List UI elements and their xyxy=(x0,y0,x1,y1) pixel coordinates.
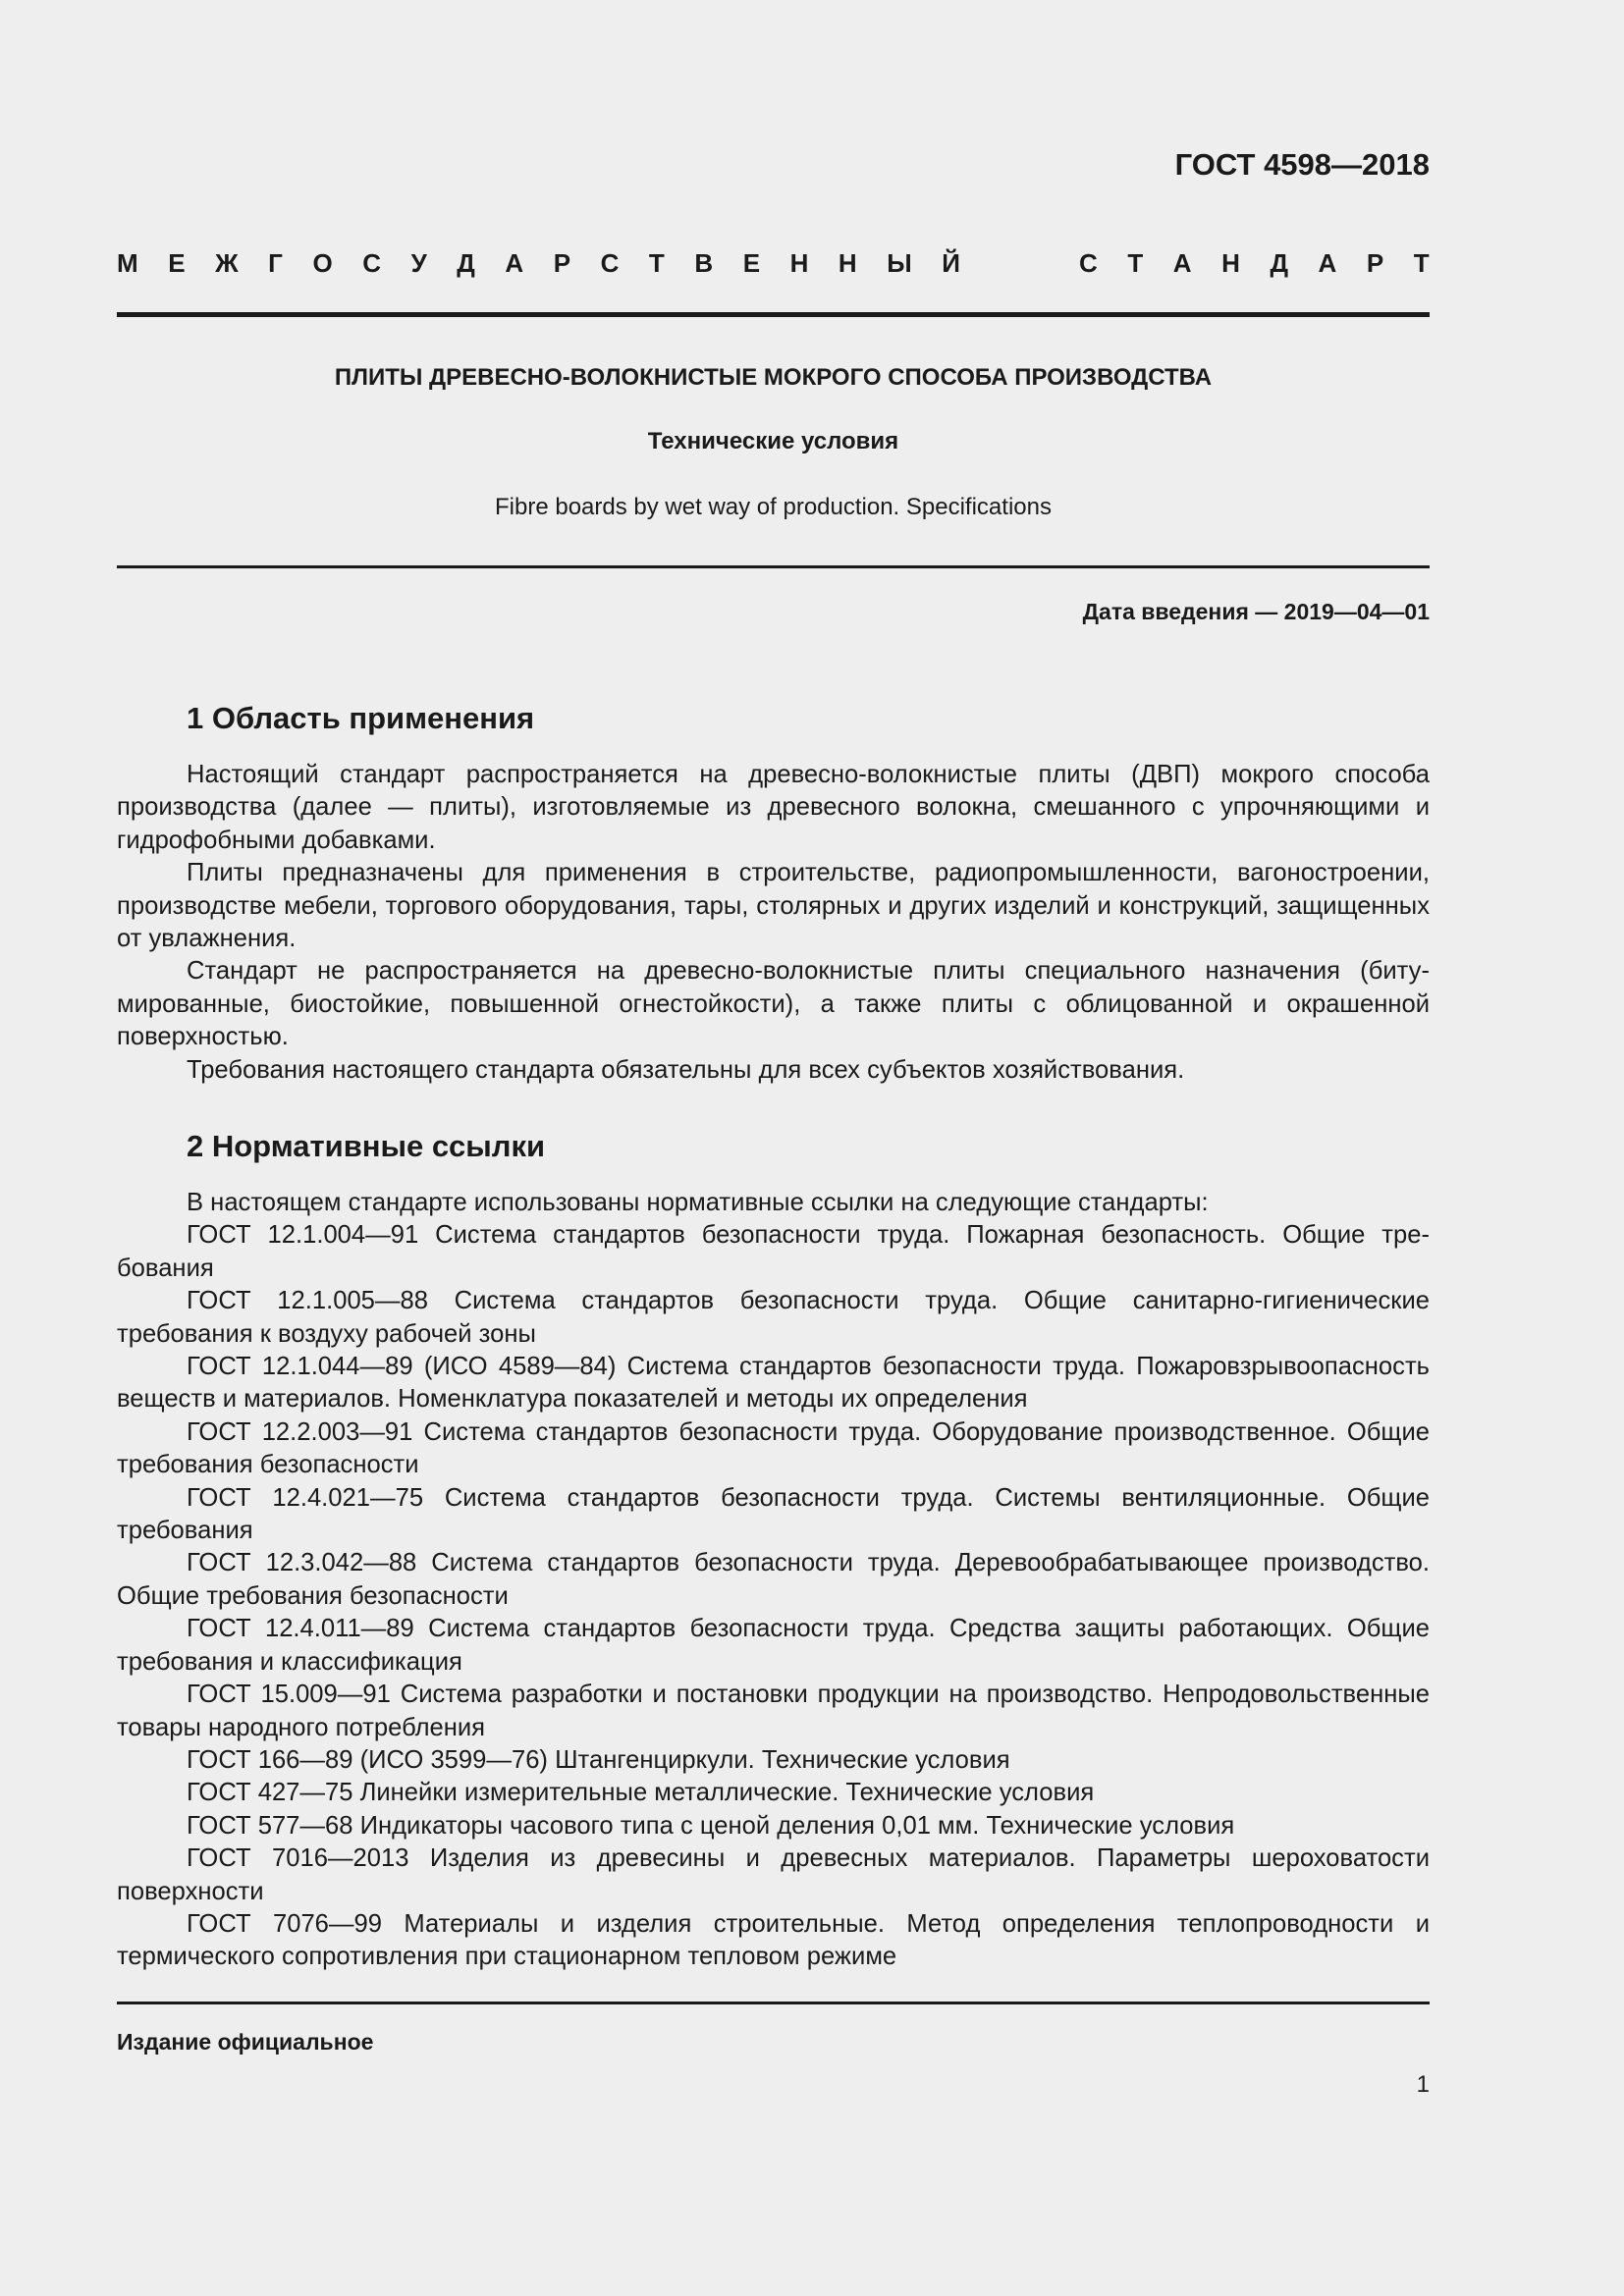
banner-letter: Ж xyxy=(215,248,239,278)
english-title: Fibre boards by wet way of production. Specifications xyxy=(495,494,1052,520)
banner-letter: У xyxy=(410,248,427,278)
banner-letter: Н xyxy=(1221,248,1240,278)
paragraph: В настоящем стандарте использованы нормативные ссылки на следующие стандарты: xyxy=(187,1189,1209,1216)
document-subtitle: Технические условия xyxy=(647,428,899,454)
banner-letter: Е xyxy=(742,248,761,278)
reference-item: ГОСТ 577—68 Индикаторы часового типа с ценой деления 0,01 мм. Технические условия xyxy=(187,1811,1235,1840)
banner-letter: Е xyxy=(168,248,186,278)
reference-item: ГОСТ 12.4.021—75 Система стандартов безопасности труда. Системы вентиляционные. Общие требования xyxy=(117,1483,1430,1545)
section-references-body xyxy=(117,1187,1430,1974)
reference-item: ГОСТ 15.009—91 Система разработки и постановки продукции на производство. Непродовольственные товары народного потребления xyxy=(117,1681,1430,1741)
banner-letter: Д xyxy=(457,248,475,278)
banner-letter: Й xyxy=(942,248,960,278)
footer-divider xyxy=(117,2002,1430,2004)
banner-letter: О xyxy=(312,248,333,278)
header-divider xyxy=(117,312,1430,317)
reference-item: ГОСТ 12.1.004—91 Система стандартов безопасности труда. Пожарная безопасность. Общие требования xyxy=(117,1221,1430,1282)
section-heading-scope: 1 Область применения xyxy=(187,701,535,735)
banner-letter: С xyxy=(600,248,620,278)
reference-item: ГОСТ 12.1.005—88 Система стандартов безопасности труда. Общие санитарно-гигиенические требования к воздуху рабочей зоны xyxy=(117,1287,1430,1348)
banner-letter: Д xyxy=(1270,248,1288,278)
banner-letter: С xyxy=(1079,248,1098,278)
banner-letter: А xyxy=(1318,248,1337,278)
paragraph: Настоящий стандарт распространяется на древесно-волокнистые плиты (ДВП) мокрого способа производства (далее — плиты), изготовляемые из древесного волокна, смешанного с упрочняющими и гидрофобными добавками. xyxy=(117,761,1430,854)
standard-type-banner xyxy=(117,245,1430,281)
reference-item: ГОСТ 7016—2013 Изделия из древесины и древесных материалов. Параметры шероховатости поверхности xyxy=(117,1844,1430,1905)
paragraph: Требования настоящего стандарта обязательны для всех субъектов хозяйствования. xyxy=(187,1055,1185,1084)
banner-letter: Р xyxy=(553,248,571,278)
introduction-date: Дата введения — 2019—04—01 xyxy=(1082,599,1430,624)
section-scope-body xyxy=(117,759,1430,1087)
page-number: 1 xyxy=(1416,2071,1430,2098)
banner-letter: Г xyxy=(268,248,283,278)
banner-letter: Т xyxy=(648,248,665,278)
reference-item: ГОСТ 427—75 Линейки измерительные металлические. Технические условия xyxy=(187,1779,1095,1807)
title-divider xyxy=(117,565,1430,568)
paragraph: Плиты предназначены для применения в строительстве, радиопромышленности, вагоностроении, производстве мебели, торгового оборудования, тары, столярных и других изделий и конструкций, защищенных от увлажнения. xyxy=(117,859,1430,953)
banner-letter: М xyxy=(117,248,138,278)
banner-letter: Т xyxy=(1127,248,1144,278)
banner-letter: Н xyxy=(838,248,857,278)
banner-letter: С xyxy=(362,248,382,278)
reference-item: ГОСТ 12.4.011—89 Система стандартов безопасности труда. Средства защиты работающих. Общие требования и классификация xyxy=(117,1615,1430,1676)
banner-letter: А xyxy=(1172,248,1192,278)
paragraph: Стандарт не распространяется на древесно-волокнистые плиты специального назначения (битумированные, биостойкие, повышенной огнестойкости), а также плиты с облицованной и окрашенной поверхностью. xyxy=(117,957,1430,1051)
banner-letter: Ы xyxy=(887,248,912,278)
reference-item: ГОСТ 12.3.042—88 Система стандартов безопасности труда. Деревообрабатывающее производство. Общие требования безопасности xyxy=(117,1549,1430,1610)
reference-item: ГОСТ 166—89 (ИСО 3599—76) Штангенциркули. Технические условия xyxy=(187,1745,1010,1774)
reference-item: ГОСТ 12.2.003—91 Система стандартов безопасности труда. Оборудование производственное. Общие требования безопасности xyxy=(117,1417,1430,1479)
edition-note: Издание официальное xyxy=(117,2029,374,2055)
banner-letter: Н xyxy=(789,248,809,278)
banner-letter: А xyxy=(505,248,524,278)
banner-letter: Т xyxy=(1413,248,1430,278)
banner-letter: В xyxy=(694,248,714,278)
standard-code: ГОСТ 4598—2018 xyxy=(1174,147,1430,182)
document-title: ПЛИТЫ ДРЕВЕСНО-ВОЛОКНИСТЫЕ МОКРОГО СПОСОБА ПРОИЗВОДСТВА xyxy=(334,364,1213,391)
reference-item: ГОСТ 12.1.044—89 (ИСО 4589—84) Система стандартов безопасности труда. Пожаровзрывоопасность веществ и материалов. Номенклатура показателей и методы их определения xyxy=(117,1353,1430,1414)
reference-item: ГОСТ 7076—99 Материалы и изделия строительные. Метод определения теплопроводности и термического сопротивления при стационарном тепловом режиме xyxy=(117,1909,1430,1971)
banner-letter: Р xyxy=(1366,248,1384,278)
section-heading-references: 2 Нормативные ссылки xyxy=(187,1129,546,1163)
